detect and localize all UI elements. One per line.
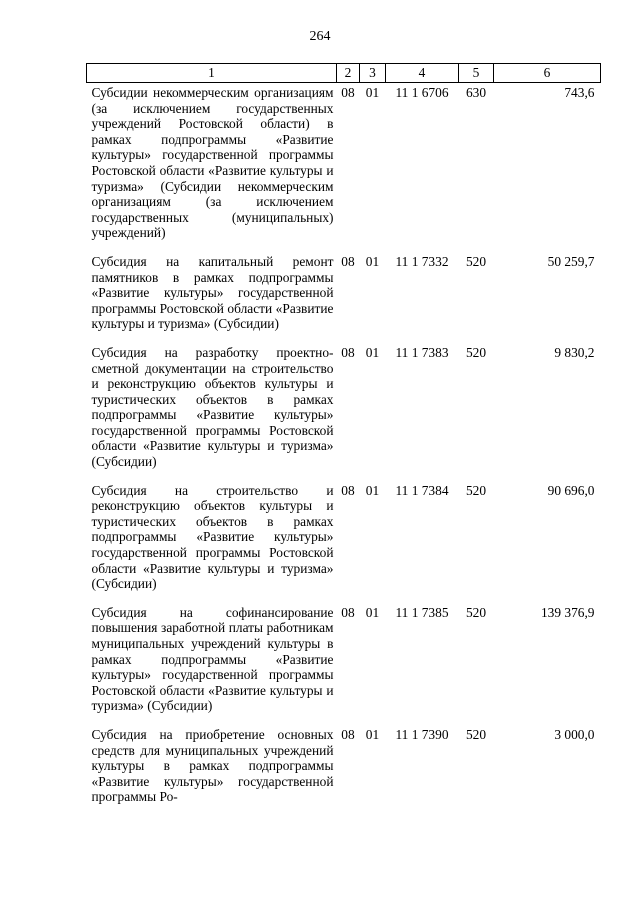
row-description: Субсидии некоммерческим организациям (за исключением государственных учреждений Ростовской области) в рамках подпрограммы «Развитие культуры» государственной программы Ростовской области «Развитие культуры и туризма» (Субсидии некоммерческим организациям (за исключением государственных (муниципальных) учреждений) xyxy=(91,85,334,241)
header-col-2: 2 xyxy=(337,64,360,83)
row-amount: 3 000,0 xyxy=(554,726,595,742)
table-row xyxy=(87,252,601,343)
page-number: 264 xyxy=(309,29,331,44)
header-col-3: 3 xyxy=(360,64,386,83)
row-description: Субсидия на разработку проектно-сметной документации на строительство и реконструкцию объектов культуры и туристических объектов в рамках подпрограммы «Развитие культуры» государственной программы Ростовской области «Развитие культуры и туризма» (Субсидии) xyxy=(91,344,334,470)
row-amount: 743,6 xyxy=(564,85,595,100)
row-section: 08 xyxy=(341,85,355,100)
row-subsection: 01 xyxy=(365,482,380,498)
row-amount: 9 830,2 xyxy=(554,344,595,360)
row-description: Субсидия на приобретение основных средств для муниципальных учреждений культуры в рамках подпрограммы «Развитие культуры» государственной программы Ро- xyxy=(91,726,334,805)
table-row xyxy=(87,725,601,816)
row-target-code: 11 1 7385 xyxy=(395,604,449,620)
row-target-code: 11 1 7383 xyxy=(395,344,449,360)
row-subsection: 01 xyxy=(365,253,380,269)
header-col-1: 1 xyxy=(87,64,337,83)
row-section: 08 xyxy=(341,482,355,498)
row-description: Субсидия на строительство и реконструкцию объектов культуры и туристических объектов в рамках подпрограммы «Развитие культуры» государственной программы Ростовской области «Развитие культуры и туризма» (Субсидии) xyxy=(91,482,334,592)
row-section: 08 xyxy=(341,604,355,620)
row-subsection: 01 xyxy=(365,344,380,360)
row-target-code: 11 1 7390 xyxy=(395,726,449,742)
row-target-code: 11 1 7384 xyxy=(395,482,449,498)
table-header-row xyxy=(87,64,601,83)
row-description: Субсидия на софинансирование повышения заработной платы работникам муниципальных учреждений культуры в рамках подпрограммы «Развитие культуры» государственной программы Ростовской области «Развитие культуры и туризма» (Субсидии) xyxy=(91,604,334,714)
row-amount: 139 376,9 xyxy=(540,604,595,620)
row-amount: 90 696,0 xyxy=(547,482,595,498)
row-subsection: 01 xyxy=(365,726,380,742)
row-expense-type: 520 xyxy=(465,482,487,498)
table-row xyxy=(87,83,601,252)
row-expense-type: 630 xyxy=(465,85,487,100)
header-col-5: 5 xyxy=(459,64,494,83)
row-description: Субсидия на капитальный ремонт памятников в рамках подпрограммы «Развитие культуры» государственной программы Ростовской области «Развитие культуры и туризма» (Субсидии) xyxy=(91,253,334,332)
row-expense-type: 520 xyxy=(465,253,487,269)
table-row xyxy=(87,481,601,603)
row-target-code: 11 1 7332 xyxy=(395,253,449,269)
row-section: 08 xyxy=(341,344,355,360)
row-section: 08 xyxy=(341,253,355,269)
row-expense-type: 520 xyxy=(465,344,487,360)
row-section: 08 xyxy=(341,726,355,742)
header-col-6: 6 xyxy=(494,64,601,83)
row-amount: 50 259,7 xyxy=(547,253,595,269)
header-col-4: 4 xyxy=(386,64,459,83)
row-target-code: 11 1 6706 xyxy=(395,85,449,100)
table-row xyxy=(87,603,601,725)
row-subsection: 01 xyxy=(365,85,380,100)
table-row xyxy=(87,343,601,481)
row-expense-type: 520 xyxy=(465,726,487,742)
budget-table xyxy=(86,63,601,816)
row-subsection: 01 xyxy=(365,604,380,620)
row-expense-type: 520 xyxy=(465,604,487,620)
